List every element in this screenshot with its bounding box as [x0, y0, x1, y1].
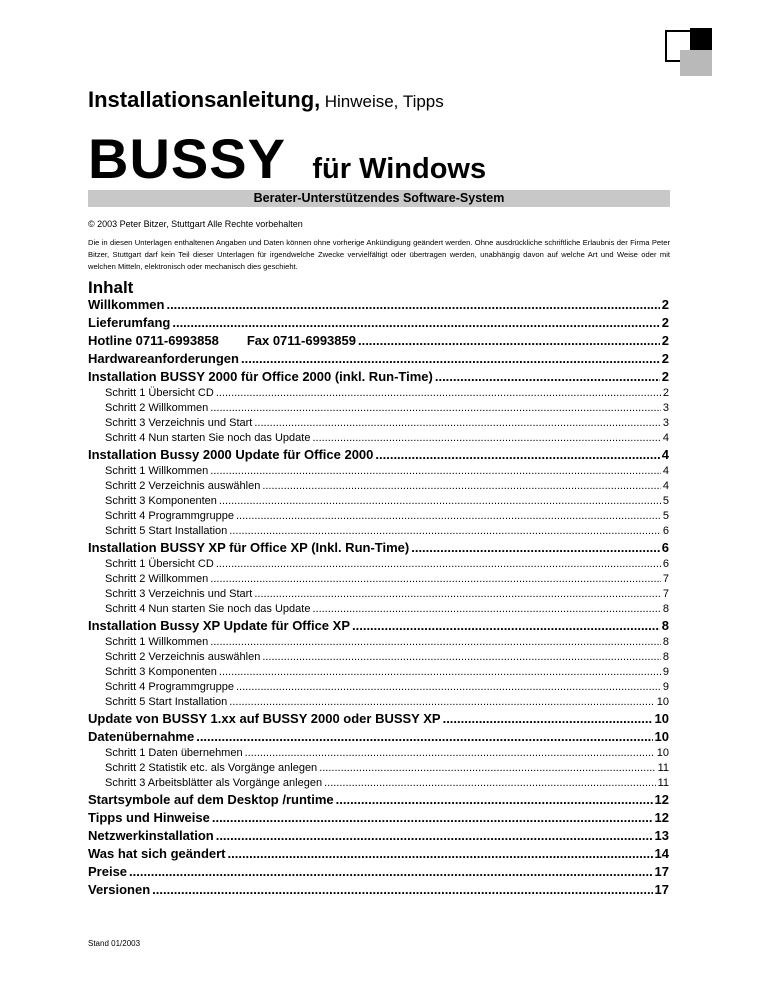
- toc-dot-leader: [411, 539, 660, 557]
- toc-dot-leader: [216, 827, 653, 845]
- toc-dot-leader: [210, 635, 661, 650]
- toc-page-number: 4: [662, 465, 669, 477]
- toc-entry-title: Hardwareanforderungen: [88, 351, 239, 366]
- toc-entry[interactable]: [88, 728, 669, 746]
- toc-subentry[interactable]: [88, 431, 669, 446]
- toc-page-number: 17: [654, 882, 669, 897]
- toc-subentry[interactable]: [88, 635, 669, 650]
- toc-entry-title: Schritt 4 Nun starten Sie noch das Update: [105, 432, 311, 444]
- toc-dot-leader: [375, 446, 659, 464]
- toc-dot-leader: [210, 464, 661, 479]
- toc-entry-title: Installation Bussy XP Update für Office XP: [88, 618, 350, 633]
- toc-dot-leader: [443, 710, 653, 728]
- toc-dot-leader: [312, 602, 660, 617]
- toc-dot-leader: [312, 431, 660, 446]
- toc-dot-leader: [229, 695, 654, 710]
- toc-subentry[interactable]: [88, 572, 669, 587]
- toc-entry[interactable]: [88, 827, 669, 845]
- toc-subentry[interactable]: [88, 602, 669, 617]
- toc-page-number: 11: [657, 762, 669, 774]
- toc-entry[interactable]: [88, 332, 669, 350]
- logo-square-black: [690, 28, 712, 50]
- toc-dot-leader: [435, 368, 660, 386]
- toc-entry-title: Schritt 1 Daten übernehmen: [105, 747, 243, 759]
- toc-page-number: 3: [662, 417, 669, 429]
- toc-subentry[interactable]: [88, 524, 669, 539]
- toc-entry[interactable]: [88, 539, 669, 557]
- toc-subentry[interactable]: [88, 665, 669, 680]
- toc-entry[interactable]: [88, 617, 669, 635]
- product-suffix: für Windows: [312, 153, 487, 185]
- toc-page-number: 2: [661, 369, 669, 384]
- toc-page-number: 12: [654, 810, 669, 825]
- toc-dot-leader: [219, 494, 661, 509]
- toc-entry-title: Schritt 4 Programmgruppe: [105, 681, 234, 693]
- toc-entry-title: Schritt 2 Verzeichnis auswählen: [105, 480, 261, 492]
- toc-subentry[interactable]: [88, 509, 669, 524]
- toc-entry[interactable]: [88, 314, 669, 332]
- toc-entry[interactable]: [88, 710, 669, 728]
- document-title: [88, 87, 444, 113]
- title-main: Installationsanleitung,: [88, 87, 321, 112]
- toc-page-number: 7: [662, 588, 669, 600]
- product-title: [88, 126, 486, 191]
- toc-dot-leader: [210, 401, 661, 416]
- toc-page-number: 2: [661, 351, 669, 366]
- toc-entry-title: Installation BUSSY XP für Office XP (Inkl. Run-Time): [88, 540, 410, 555]
- toc-entry-title: Netzwerkinstallation: [88, 828, 214, 843]
- toc-dot-leader: [236, 680, 661, 695]
- toc-entry-title: Schritt 1 Übersicht CD: [105, 558, 214, 570]
- toc-entry-title: Schritt 2 Willkommen: [105, 573, 209, 585]
- toc-entry-title: Schritt 4 Programmgruppe: [105, 510, 234, 522]
- toc-dot-leader: [196, 728, 652, 746]
- toc-entry[interactable]: [88, 296, 669, 314]
- toc-page-number: 5: [662, 495, 669, 507]
- toc-subentry[interactable]: [88, 650, 669, 665]
- toc-page-number: 3: [662, 402, 669, 414]
- disclaimer-text: Die in diesen Unterlagen enthaltenen Angaben und Daten können ohne vorherige Ankündigung geändert werden. Ohne ausdrückliche schriftliche Erlaubnis der Firma Peter Bitzer, Stuttgart darf kein Teil dieser Unterlagen für irgendwelche Zwecke vervielfältigt oder übertragen werden, unabhängig davon auf welche Art und Weise oder mit welchen Mitteln, elektronisch oder mechanisch dies geschieht.: [88, 238, 670, 271]
- toc-subentry[interactable]: [88, 494, 669, 509]
- toc-subentry[interactable]: [88, 464, 669, 479]
- toc-heading: Inhalt: [88, 278, 134, 297]
- toc-entry-title: Schritt 3 Komponenten: [105, 495, 217, 507]
- toc-entry-title: Schritt 2 Statistik etc. als Vorgänge anlegen: [105, 762, 318, 774]
- toc-page-number: 4: [661, 447, 669, 462]
- toc-entry-title: Schritt 3 Komponenten: [105, 666, 217, 678]
- toc-page-number: 13: [654, 828, 669, 843]
- toc-entry-title: Schritt 4 Nun starten Sie noch das Update: [105, 603, 311, 615]
- toc-subentry[interactable]: [88, 416, 669, 431]
- toc-dot-leader: [216, 557, 661, 572]
- toc-page-number: 6: [662, 525, 669, 537]
- toc-entry[interactable]: [88, 845, 669, 863]
- toc-entry-title: Versionen: [88, 882, 151, 897]
- footer-date: Stand 01/2003: [88, 939, 141, 948]
- toc-page-number: 8: [662, 636, 669, 648]
- toc-entry-title: Was hat sich geändert: [88, 846, 226, 861]
- toc-dot-leader: [229, 524, 661, 539]
- toc-subentry[interactable]: [88, 695, 669, 710]
- toc-entry[interactable]: [88, 446, 669, 464]
- toc-entry-title: Schritt 3 Verzeichnis und Start: [105, 588, 253, 600]
- toc-entry[interactable]: [88, 368, 669, 386]
- toc-subentry[interactable]: [88, 776, 669, 791]
- toc-page-number: 9: [662, 666, 669, 678]
- toc-page-number: 6: [661, 540, 669, 555]
- toc-dot-leader: [152, 881, 652, 899]
- toc-dot-leader: [166, 296, 659, 314]
- toc-entry-title: Willkommen: [88, 297, 165, 312]
- toc-dot-leader: [212, 809, 653, 827]
- toc-dot-leader: [358, 332, 660, 350]
- toc-entry-title: Tipps und Hinweise: [88, 810, 210, 825]
- tagline-bar: Berater-Unterstützendes Software-System: [88, 190, 670, 207]
- toc-entry-title: Schritt 2 Willkommen: [105, 402, 209, 414]
- toc-entry-title: Schritt 5 Start Installation: [105, 696, 228, 708]
- toc-subentry[interactable]: [88, 746, 669, 761]
- toc-subentry[interactable]: [88, 761, 669, 776]
- toc-page-number: 11: [657, 777, 669, 789]
- toc-entry[interactable]: [88, 809, 669, 827]
- toc-entry[interactable]: [88, 350, 669, 368]
- toc-page-number: 9: [662, 681, 669, 693]
- toc-entry-title: Installation BUSSY 2000 für Office 2000 (inkl. Run-Time): [88, 369, 433, 384]
- toc-page-number: 10: [656, 696, 669, 708]
- toc-dot-leader: [216, 386, 661, 401]
- toc-page-number: 4: [662, 432, 669, 444]
- toc-page-number: 8: [661, 618, 669, 633]
- toc-subentry[interactable]: [88, 386, 669, 401]
- title-sub: Hinweise, Tipps: [324, 92, 444, 111]
- toc-page-number: 7: [662, 573, 669, 585]
- toc-entry-title: Schritt 3 Verzeichnis und Start: [105, 417, 253, 429]
- toc-page-number: 17: [654, 864, 669, 879]
- toc-dot-leader: [324, 776, 655, 791]
- toc-page-number: 10: [654, 711, 669, 726]
- toc-dot-leader: [236, 509, 661, 524]
- toc-entry-title: Schritt 5 Start Installation: [105, 525, 228, 537]
- toc-dot-leader: [336, 791, 653, 809]
- toc-subentry[interactable]: [88, 479, 669, 494]
- toc-page-number: 10: [656, 747, 669, 759]
- toc-entry-title: Schritt 3 Arbeitsblätter als Vorgänge anlegen: [105, 777, 323, 789]
- toc-entry-title: Schritt 1 Willkommen: [105, 465, 209, 477]
- toc-entry[interactable]: [88, 881, 669, 899]
- toc-entry-title: Schritt 2 Verzeichnis auswählen: [105, 651, 261, 663]
- toc-dot-leader: [352, 617, 660, 635]
- toc-entry-title: Preise: [88, 864, 128, 879]
- toc-dot-leader: [172, 314, 659, 332]
- toc-page-number: 4: [662, 480, 669, 492]
- toc-entry-title: Update von BUSSY 1.xx auf BUSSY 2000 oder BUSSY XP: [88, 711, 441, 726]
- toc-page-number: 2: [661, 315, 669, 330]
- logo-graphic: [0, 0, 768, 100]
- toc-entry-title: Datenübernahme: [88, 729, 195, 744]
- toc-entry[interactable]: [88, 863, 669, 881]
- logo-square-grey: [680, 50, 712, 76]
- toc-subentry[interactable]: [88, 401, 669, 416]
- toc-page-number: 2: [661, 297, 669, 312]
- toc-entry-title: Installation Bussy 2000 Update für Office 2000: [88, 447, 374, 462]
- table-of-contents: [88, 296, 669, 899]
- toc-page-number: 2: [661, 333, 669, 348]
- toc-entry-title: Hotline 0711-6993858: [88, 333, 219, 348]
- toc-page-number: 6: [662, 558, 669, 570]
- product-name: BUSSY: [88, 127, 286, 190]
- toc-entry-title: Startsymbole auf dem Desktop /runtime: [88, 792, 334, 807]
- toc-dot-leader: [210, 572, 661, 587]
- toc-dot-leader: [245, 746, 655, 761]
- toc-dot-leader: [241, 350, 660, 368]
- toc-entry-title: Lieferumfang: [88, 315, 171, 330]
- toc-fax-number: Fax 0711-6993859: [246, 333, 356, 348]
- toc-dot-leader: [228, 845, 653, 863]
- toc-page-number: 14: [654, 846, 669, 861]
- toc-dot-leader: [319, 761, 655, 776]
- toc-page-number: 12: [654, 792, 669, 807]
- toc-subentry[interactable]: [88, 680, 669, 695]
- toc-page-number: 5: [662, 510, 669, 522]
- toc-page-number: 2: [662, 387, 669, 399]
- toc-dot-leader: [129, 863, 652, 881]
- toc-subentry[interactable]: [88, 587, 669, 602]
- toc-subentry[interactable]: [88, 557, 669, 572]
- toc-dot-leader: [262, 650, 661, 665]
- toc-dot-leader: [262, 479, 661, 494]
- toc-page-number: 10: [654, 729, 669, 744]
- toc-dot-leader: [219, 665, 661, 680]
- toc-entry[interactable]: [88, 791, 669, 809]
- toc-page-number: 8: [662, 603, 669, 615]
- toc-entry-title: Schritt 1 Willkommen: [105, 636, 209, 648]
- toc-dot-leader: [254, 587, 661, 602]
- toc-page-number: 8: [662, 651, 669, 663]
- toc-dot-leader: [254, 416, 661, 431]
- copyright-notice: © 2003 Peter Bitzer, Stuttgart Alle Rechte vorbehalten: [88, 219, 303, 229]
- toc-entry-title: Schritt 1 Übersicht CD: [105, 387, 214, 399]
